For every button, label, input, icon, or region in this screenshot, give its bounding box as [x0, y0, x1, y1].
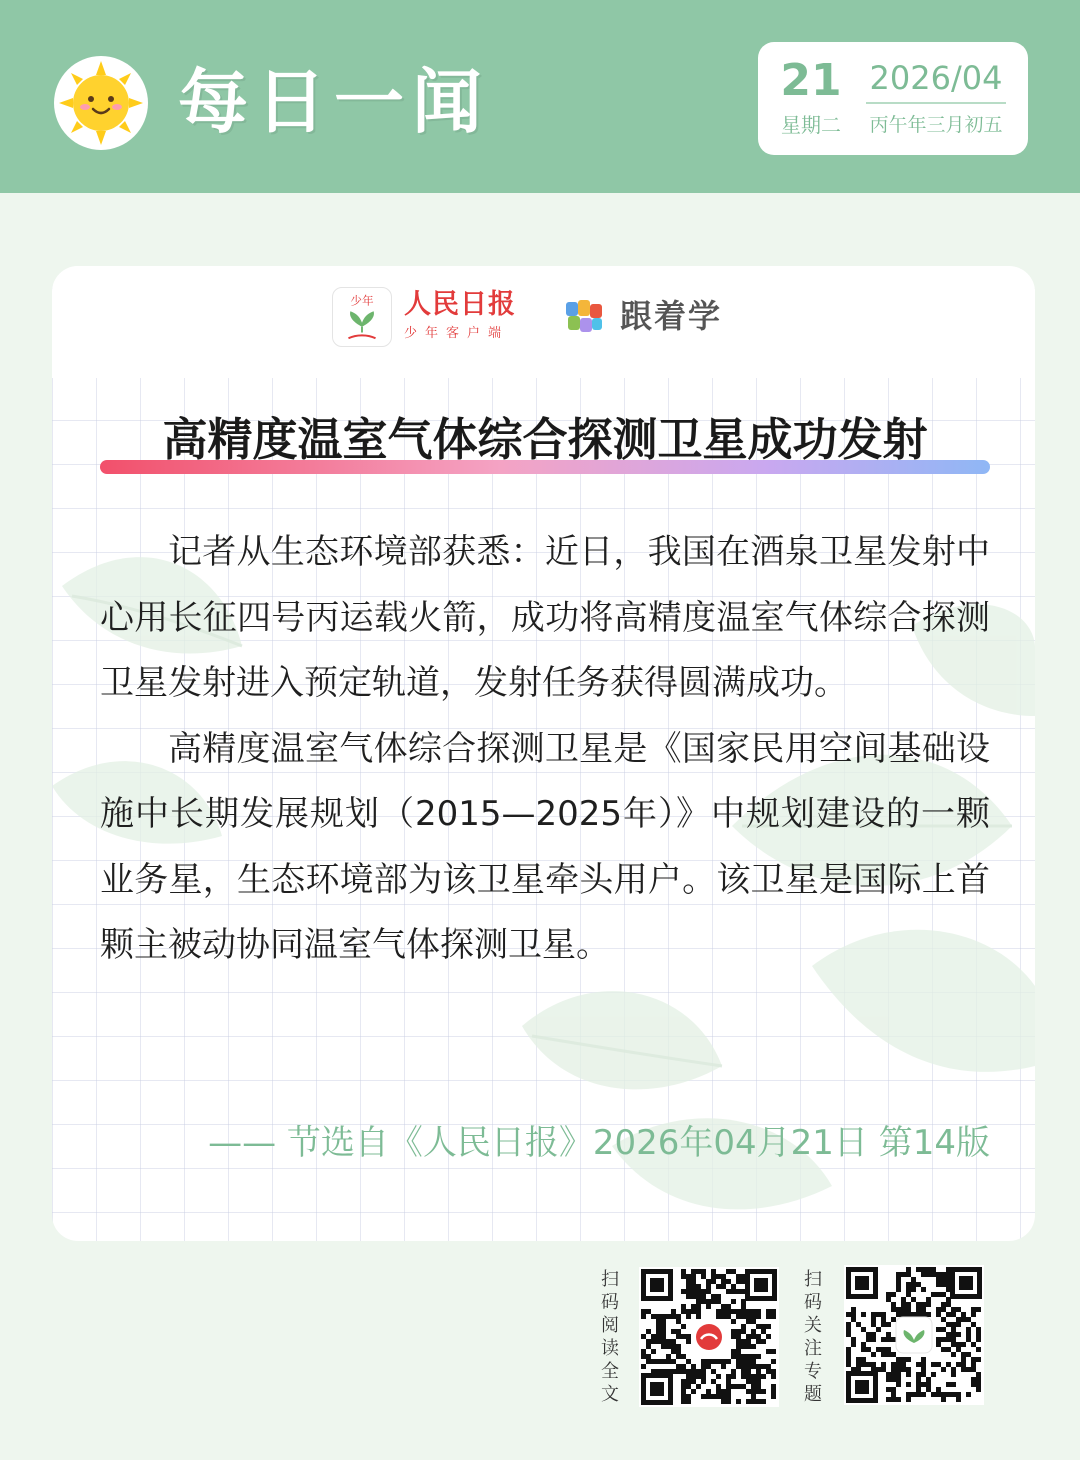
- qr-read-label: 扫码阅读全文: [601, 1269, 619, 1405]
- article-headline: 高精度温室气体综合探测卫星成功发射: [162, 413, 928, 466]
- header-bar: [0, 0, 1080, 193]
- date-card: [758, 42, 1028, 155]
- rmrb-app-logo-icon: [332, 287, 392, 347]
- article-body: [100, 520, 990, 979]
- brand-title: 每日一闻: [178, 61, 490, 143]
- date-day: 21: [780, 55, 842, 106]
- article-paragraph: 高精度温室气体综合探测卫星是《国家民用空间基础设施中长期发展规划（2015—2025年）》中规划建设的一颗业务星，生态环境部为该卫星牵头用户。该卫星是国际上首颗主被动协同温室气体探测卫星。: [100, 728, 990, 965]
- date-weekday: 星期二: [781, 113, 841, 137]
- qr-code-read-full-text[interactable]: [639, 1267, 779, 1407]
- date-lunar: 丙午年三月初五: [869, 114, 1003, 136]
- sun-mascot-icon: [53, 55, 149, 151]
- article-card: [52, 266, 1035, 1241]
- qr-follow-label: 扫码关注专题: [804, 1269, 822, 1405]
- qr-code-follow-topic[interactable]: [844, 1265, 984, 1405]
- card-logo-band: [52, 266, 1035, 378]
- rmrb-badge-text: 少年: [350, 293, 374, 308]
- article-source: —— 节选自《人民日报》2026年04月21日 第14版: [208, 1123, 990, 1163]
- rmrb-logo-subtitle: 少年客户端: [404, 326, 510, 341]
- gzx-logo-icon: [564, 300, 604, 334]
- gzx-logo-name: 跟着学: [620, 297, 723, 335]
- date-year-month: 2026/04: [866, 58, 1006, 104]
- article-paragraph: 记者从生态环境部获悉：近日，我国在酒泉卫星发射中心用长征四号丙运载火箭，成功将高精度温室气体综合探测卫星发射进入预定轨道，发射任务获得圆满成功。: [100, 532, 990, 703]
- rmrb-logo-name: 人民日报: [404, 289, 516, 320]
